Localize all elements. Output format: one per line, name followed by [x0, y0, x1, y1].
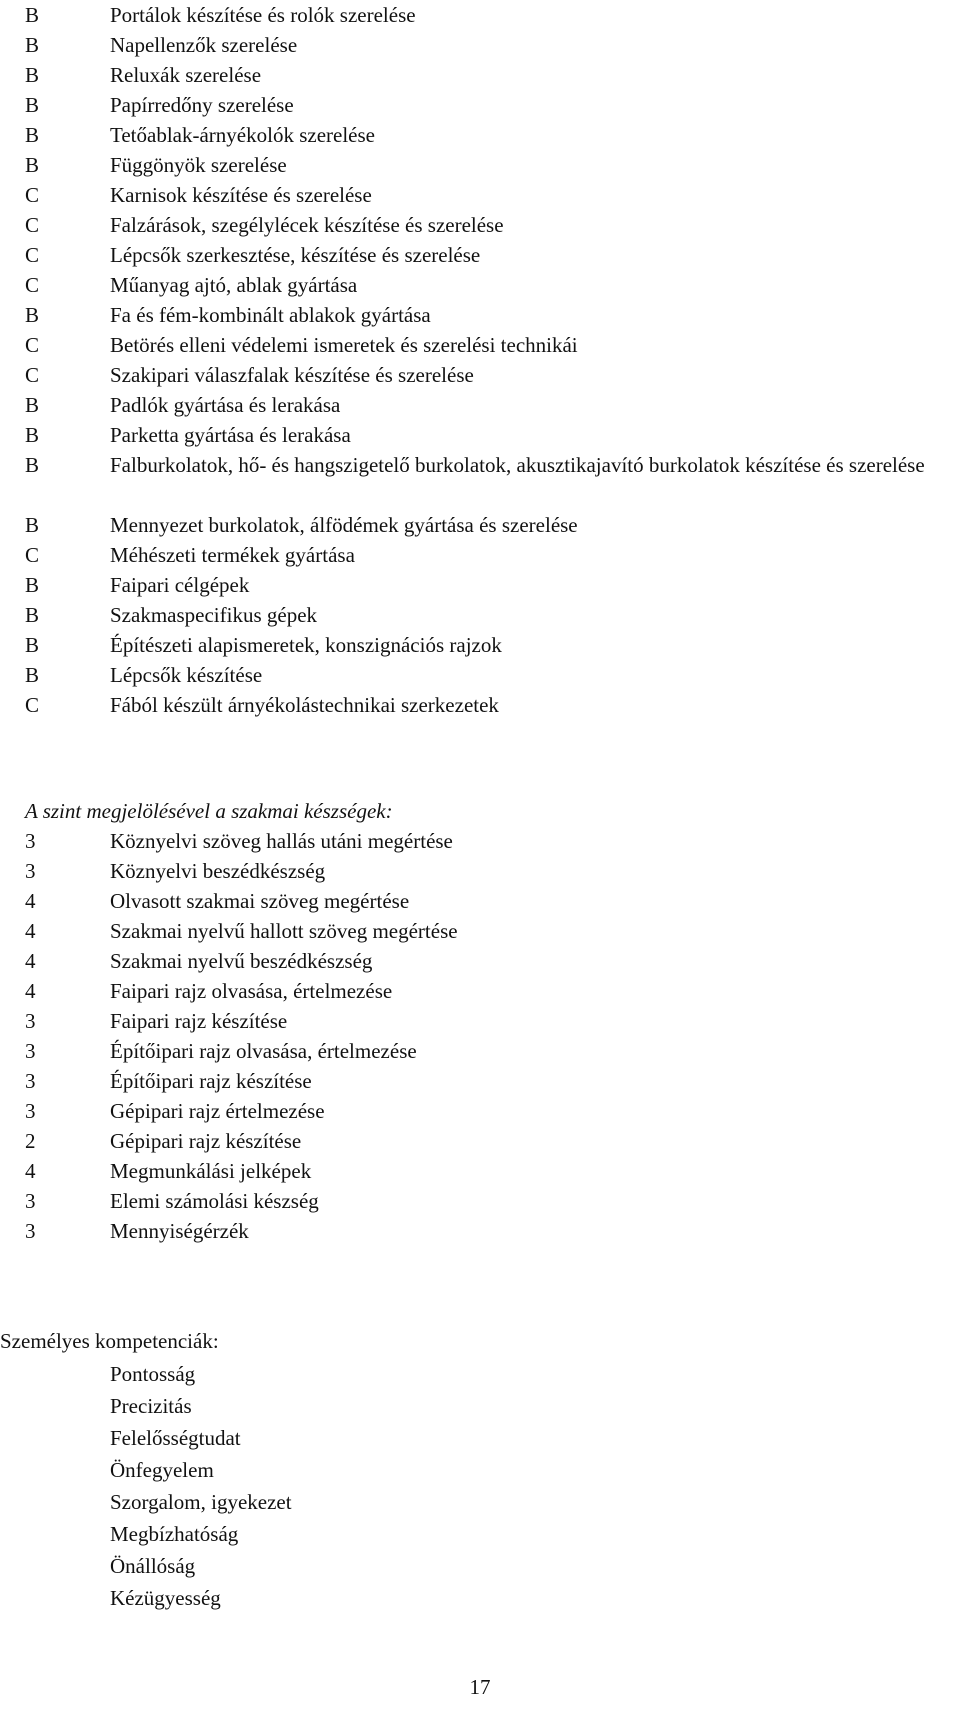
skill-text: Építőipari rajz készítése	[110, 1069, 312, 1093]
topic-text: Lépcsők készítése	[110, 663, 263, 687]
skill-text: Elemi számolási készség	[110, 1189, 319, 1213]
skill-text: Szakmai nyelvű beszédkészség	[110, 949, 373, 973]
topic-text: Fából készült árnyékolástechnikai szerkezetek	[110, 693, 499, 717]
topic-text: Faipari célgépek	[110, 573, 250, 597]
topic-level: B	[25, 393, 40, 417]
competency-text: Önállóság	[110, 1554, 196, 1578]
skill-level: 3	[25, 1069, 36, 1093]
competency-text: Precizitás	[110, 1394, 192, 1418]
skill-text: Gépipari rajz készítése	[110, 1129, 302, 1153]
topic-text: Méhészeti termékek gyártása	[110, 543, 355, 567]
skill-text: Faipari rajz olvasása, értelmezése	[110, 979, 393, 1003]
skill-level: 4	[25, 889, 36, 913]
skill-text: Szakmai nyelvű hallott szöveg megértése	[110, 919, 458, 943]
skill-text: Köznyelvi beszédkészség	[110, 859, 326, 883]
skill-level: 4	[25, 949, 36, 973]
topic-text: Portálok készítése és rolók szerelése	[110, 3, 416, 27]
page-number: 17	[469, 1675, 491, 1699]
topic-text: Papírredőny szerelése	[110, 93, 294, 117]
topic-text: Műanyag ajtó, ablak gyártása	[110, 273, 358, 297]
skill-level: 2	[25, 1129, 36, 1153]
topic-text: Parketta gyártása és lerakása	[110, 423, 351, 447]
topic-level: B	[25, 423, 40, 447]
topic-level: B	[25, 663, 40, 687]
topic-text: Napellenzők szerelése	[110, 33, 298, 57]
competency-text: Pontosság	[110, 1362, 196, 1386]
skill-text: Faipari rajz készítése	[110, 1009, 288, 1033]
topic-level: B	[25, 453, 40, 477]
topic-level: B	[25, 63, 40, 87]
topic-text: Lépcsők szerkesztése, készítése és szerelése	[110, 243, 481, 267]
topic-text: Karnisok készítése és szerelése	[110, 183, 372, 207]
skill-text: Gépipari rajz értelmezése	[110, 1099, 325, 1123]
topic-text: Mennyezet burkolatok, álfödémek gyártása és szerelése	[110, 513, 578, 537]
topic-text: Tetőablak-árnyékolók szerelése	[110, 123, 375, 147]
skill-text: Megmunkálási jelképek	[110, 1159, 312, 1183]
skill-level: 4	[25, 1159, 36, 1183]
topic-text: Függönyök szerelése	[110, 153, 287, 177]
topic-text: Padlók gyártása és lerakása	[110, 393, 341, 417]
competency-text: Szorgalom, igyekezet	[110, 1490, 292, 1514]
skill-level: 3	[25, 1039, 36, 1063]
competency-text: Megbízhatóság	[110, 1522, 239, 1546]
topic-level: B	[25, 93, 40, 117]
skill-text: Olvasott szakmai szöveg megértése	[110, 889, 410, 913]
topic-level: B	[25, 603, 40, 627]
skill-level: 3	[25, 1099, 36, 1123]
topic-text: Építészeti alapismeretek, konszignációs rajzok	[110, 633, 502, 657]
topic-level: B	[25, 513, 40, 537]
topic-level: B	[25, 123, 40, 147]
topic-level: C	[25, 333, 40, 357]
skill-text: Építőipari rajz olvasása, értelmezése	[110, 1039, 417, 1063]
topic-level: C	[25, 213, 40, 237]
skill-level: 3	[25, 859, 36, 883]
skill-text: Mennyiségérzék	[110, 1219, 249, 1243]
topic-level: B	[25, 3, 40, 27]
topic-level: B	[25, 33, 40, 57]
topic-level: C	[25, 543, 40, 567]
competency-text: Kézügyesség	[110, 1586, 221, 1610]
skill-level: 3	[25, 829, 36, 853]
skills-heading: A szint megjelölésével a szakmai készségek:	[25, 799, 393, 823]
skill-text: Köznyelvi szöveg hallás utáni megértése	[110, 829, 453, 853]
topic-level: C	[25, 183, 40, 207]
topic-text: Betörés elleni védelemi ismeretek és szerelési technikái	[110, 333, 578, 357]
competency-text: Önfegyelem	[110, 1458, 214, 1482]
skill-level: 4	[25, 919, 36, 943]
topic-level: B	[25, 303, 40, 327]
topic-level: B	[25, 633, 40, 657]
topic-level: C	[25, 363, 40, 387]
topic-text: Falburkolatok, hő- és hangszigetelő burkolatok, akusztikajavító burkolatok készítése és szerelése	[110, 453, 925, 477]
topic-level: B	[25, 573, 40, 597]
topic-level: B	[25, 153, 40, 177]
skill-level: 3	[25, 1219, 36, 1243]
topic-level: C	[25, 693, 40, 717]
competency-text: Felelősségtudat	[110, 1426, 241, 1450]
topic-level: C	[25, 273, 40, 297]
topic-text: Szakmaspecifikus gépek	[110, 603, 318, 627]
skill-level: 4	[25, 979, 36, 1003]
skill-level: 3	[25, 1009, 36, 1033]
topic-text: Falzárások, szegélylécek készítése és szerelése	[110, 213, 504, 237]
topic-level: C	[25, 243, 40, 267]
skill-level: 3	[25, 1189, 36, 1213]
topic-text: Reluxák szerelése	[110, 63, 262, 87]
competencies-heading: Személyes kompetenciák:	[0, 1329, 219, 1353]
topic-text: Szakipari válaszfalak készítése és szerelése	[110, 363, 474, 387]
topic-text: Fa és fém-kombinált ablakok gyártása	[110, 303, 431, 327]
